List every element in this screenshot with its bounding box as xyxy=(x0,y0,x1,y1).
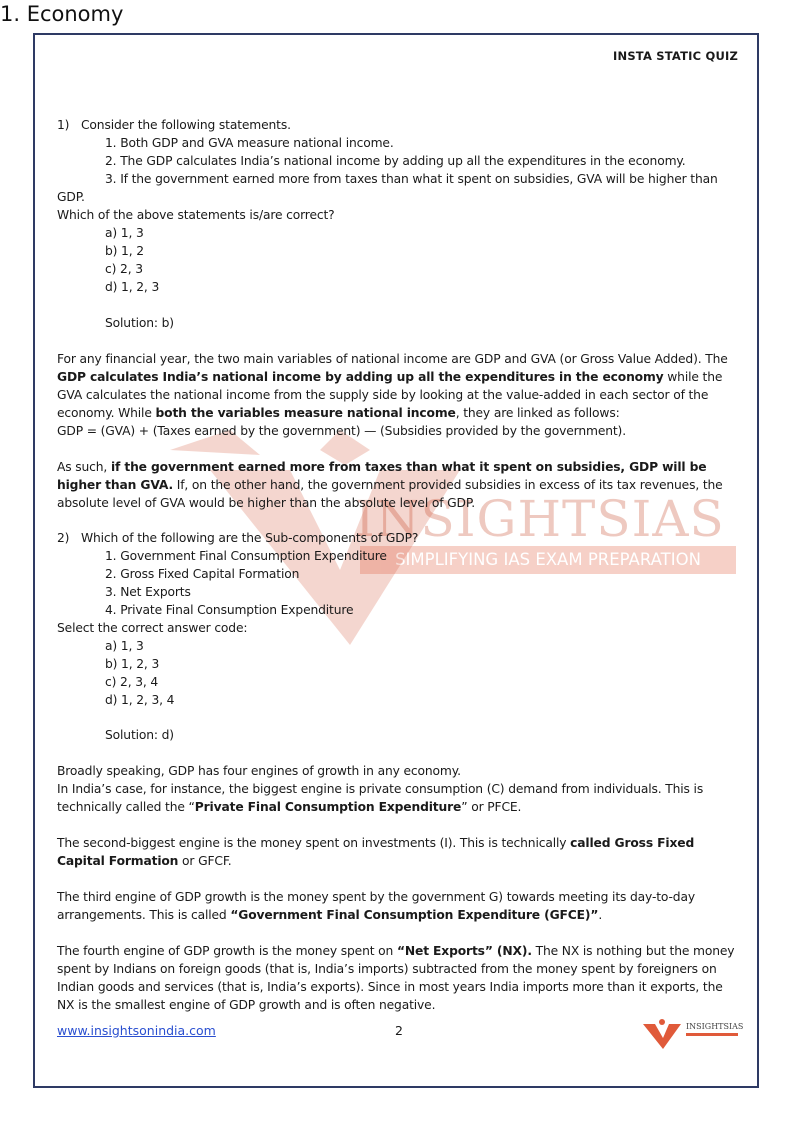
q1-solution: Solution: b) xyxy=(105,316,174,330)
q1-ask: Which of the above statements is/are correct? xyxy=(57,208,335,222)
q1-exp1-bold: GDP calculates India’s national income by adding up all the expenditures in the economy xyxy=(57,370,664,384)
q1-statement-2: 2. The GDP calculates India’s national income by adding up all the expenditures in the economy. xyxy=(105,154,686,168)
q2-prompt: Which of the following are the Sub-components of GDP? xyxy=(81,531,419,545)
q2-solution: Solution: d) xyxy=(105,728,174,742)
q2-exp2-text-2: or GFCF. xyxy=(178,854,232,868)
q2-statement-3: 3. Net Exports xyxy=(105,585,191,599)
q1-exp1-bold-2: both the variables measure national income xyxy=(155,406,456,420)
q1-option-b: b) 1, 2 xyxy=(105,244,144,258)
q2-explanation-3 xyxy=(57,888,737,924)
q2-statement-1: 1. Government Final Consumption Expenditure xyxy=(105,549,387,563)
footer-logo-underline xyxy=(686,1033,738,1036)
q2-explanation-2 xyxy=(57,834,737,870)
q1-explanation-1 xyxy=(57,350,737,440)
q2-exp4-bold: “Net Exports” (NX). xyxy=(396,944,532,958)
q1-exp1-text: For any financial year, the two main variables of national income are GDP and GVA (or Gross Value Added). The xyxy=(57,352,728,366)
q1-formula: GDP = (GVA) + (Taxes earned by the government) — (Subsidies provided by the government). xyxy=(57,424,626,438)
watermark-tagline: SIMPLIFYING IAS EXAM PREPARATION xyxy=(360,546,736,574)
q2-statement-2: 2. Gross Fixed Capital Formation xyxy=(105,567,300,581)
q1-prompt: Consider the following statements. xyxy=(81,118,291,132)
q2-exp4-text-2: The NX is nothing but the money spent by Indians on foreign goods (that is, India’s imports) subtracted from the money spent by foreigners on Indian goods and services (that is, India’s exports). Since in most years India imports more than it exports, the NX is the smallest engine of GDP growth and is often negative. xyxy=(57,944,735,1012)
section-title: 1. Economy xyxy=(0,2,124,26)
q1-option-a: a) 1, 3 xyxy=(105,226,144,240)
q1-exp2-bold: if the government earned more from taxes than what it spent on subsidies, GDP will be higher than GVA. xyxy=(57,460,707,492)
q2-explanation-4 xyxy=(57,942,737,1014)
page-number: 2 xyxy=(395,1023,403,1038)
q1-exp1-text-3: , they are linked as follows: xyxy=(455,406,620,420)
q2-option-d: d) 1, 2, 3, 4 xyxy=(105,693,175,707)
q2-statement-4: 4. Private Final Consumption Expenditure xyxy=(105,603,354,617)
q2-exp3-bold: “Government Final Consumption Expenditure (GFCE)” xyxy=(230,908,599,922)
q2-number: 2) xyxy=(57,531,70,545)
q2-exp1-text-2: ” or PFCE. xyxy=(461,800,522,814)
q2-exp3-text-2: . xyxy=(598,908,603,922)
q1-statement-1: 1. Both GDP and GVA measure national income. xyxy=(105,136,394,150)
q1-exp1-text-2: while the GVA calculates the national income from the supply side by looking at the value-added in each sector of the economy. While xyxy=(57,370,723,420)
q1-exp2-text-2: If, on the other hand, the government provided subsidies in excess of its tax revenues, the absolute level of GVA would be higher than the absolute level of GDP. xyxy=(57,478,723,510)
q1-statement-3-cont: GDP. xyxy=(57,190,85,204)
q1-statement-3: 3. If the government earned more from taxes than what it spent on subsidies, GVA will be higher than xyxy=(105,172,718,186)
watermark-brand: INSIGHTSIAS xyxy=(355,490,725,548)
q1-number: 1) xyxy=(57,118,70,132)
q2-exp1-text: In India’s case, for instance, the biggest engine is private consumption (C) demand from individuals. This is technically called the “ xyxy=(57,782,704,814)
q2-explanation-1 xyxy=(57,762,737,816)
q1-explanation-2 xyxy=(57,458,737,512)
q2-exp3-text: The third engine of GDP growth is the money spent by the government G) towards meeting its day-to-day arrangements. This is called xyxy=(57,890,695,922)
q1-exp2-text: As such, xyxy=(57,460,111,474)
q2-exp1-line1: Broadly speaking, GDP has four engines of growth in any economy. xyxy=(57,764,461,778)
q2-exp1-bold: Private Final Consumption Expenditure xyxy=(194,800,462,814)
q1-option-d: d) 1, 2, 3 xyxy=(105,280,160,294)
q2-exp4-text: The fourth engine of GDP growth is the money spent on xyxy=(57,944,397,958)
q2-exp2-bold: called Gross Fixed Capital Formation xyxy=(57,836,695,868)
q2-exp2-text: The second-biggest engine is the money spent on investments (I). This is technically xyxy=(57,836,571,850)
q1-option-c: c) 2, 3 xyxy=(105,262,143,276)
q2-option-a: a) 1, 3 xyxy=(105,639,144,653)
q2-option-c: c) 2, 3, 4 xyxy=(105,675,159,689)
q2-ask: Select the correct answer code: xyxy=(57,621,248,635)
q2-option-b: b) 1, 2, 3 xyxy=(105,657,160,671)
header-title: INSTA STATIC QUIZ xyxy=(613,49,738,63)
footer-logo-text: INSIGHTSIAS xyxy=(686,1022,744,1031)
footer-website-link[interactable]: www.insightsonindia.com xyxy=(57,1023,216,1038)
